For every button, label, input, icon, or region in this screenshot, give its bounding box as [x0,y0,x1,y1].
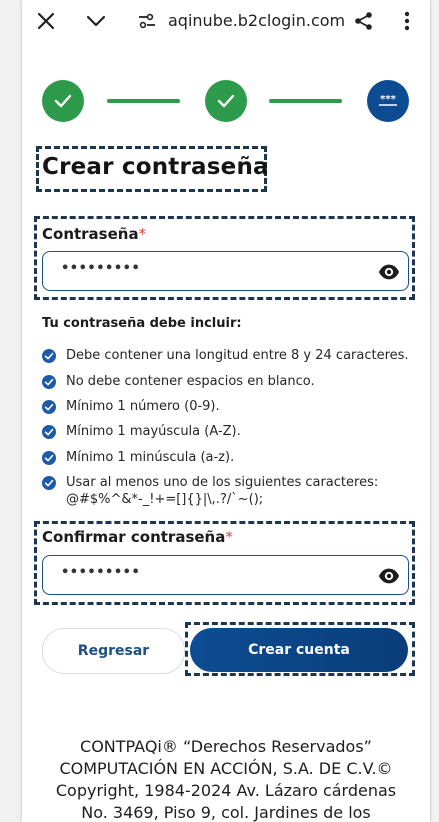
confirm-password-label [42,528,233,546]
step-2-complete [205,80,247,122]
requirement-text: Mínimo 1 mayúscula (A-Z). [66,424,241,439]
special-characters: @#$%^&*-_!+=[]{}|\,.?/`~(); [66,492,264,507]
chevron-down-icon[interactable] [84,9,108,33]
close-icon[interactable] [34,9,58,33]
requirement-item [42,373,315,390]
step-3-current [367,80,409,122]
password-label [42,225,146,243]
page-title: Crear contraseña [42,154,269,180]
requirement-item [42,398,220,415]
password-value: ••••••••• [61,261,141,276]
footer [22,736,430,822]
more-vert-icon[interactable] [395,9,419,33]
step-connector [269,99,342,103]
browser-toolbar [22,0,430,42]
eye-icon[interactable] [378,261,400,283]
password-field[interactable] [42,251,409,291]
svg-text:***: *** [380,94,396,105]
requirement-text: Mínimo 1 minúscula (a-z). [66,450,235,465]
url-text[interactable]: aqinube.b2clogin.com [168,11,346,30]
footer-line: CONTPAQi® “Derechos Reservados” [80,737,372,756]
requirement-text [66,474,378,508]
back-button[interactable]: Regresar [42,628,185,674]
requirement-item [42,423,241,440]
requirement-item [42,449,234,466]
requirement-item [42,347,409,364]
password-label-text: Contraseña [42,225,139,243]
eye-icon[interactable] [378,565,400,587]
requirement-text: No debe contener espacios en blanco. [66,374,315,389]
page [22,0,430,822]
check-circle-icon [42,451,56,465]
requirement-item [42,474,378,508]
requirement-text: Debe contener una longitud entre 8 y 24 caracteres. [66,348,409,363]
requirement-line: Usar al menos uno de los siguientes caracteres: [66,475,379,490]
check-circle-icon [42,349,56,363]
step-1-complete [42,80,84,122]
footer-line: Copyright, 1984-2024 Av. Lázaro cárdenas [55,781,397,800]
check-circle-icon [42,425,56,439]
footer-line: COMPUTACIÓN EN ACCIÓN, S.A. DE C.V.© [59,759,393,778]
share-icon[interactable] [352,9,376,33]
check-circle-icon [42,400,56,414]
step-connector [107,99,180,103]
password-icon [376,93,400,109]
confirm-password-label-text: Confirmar contraseña [42,528,226,546]
requirement-text: Mínimo 1 número (0-9). [66,399,220,414]
required-mark: * [225,528,233,546]
create-account-button[interactable]: Crear cuenta [190,628,408,672]
check-circle-icon [42,476,56,490]
required-mark: * [138,225,147,243]
requirements-heading: Tu contraseña debe incluir: [42,316,242,331]
footer-line: No. 3469, Piso 9, col. Jardines de los [81,803,371,822]
confirm-password-value: ••••••••• [61,565,141,580]
check-icon [217,94,235,108]
check-icon [54,94,72,108]
confirm-password-field[interactable] [42,555,409,595]
site-settings-icon[interactable] [135,9,159,33]
check-circle-icon [42,375,56,389]
